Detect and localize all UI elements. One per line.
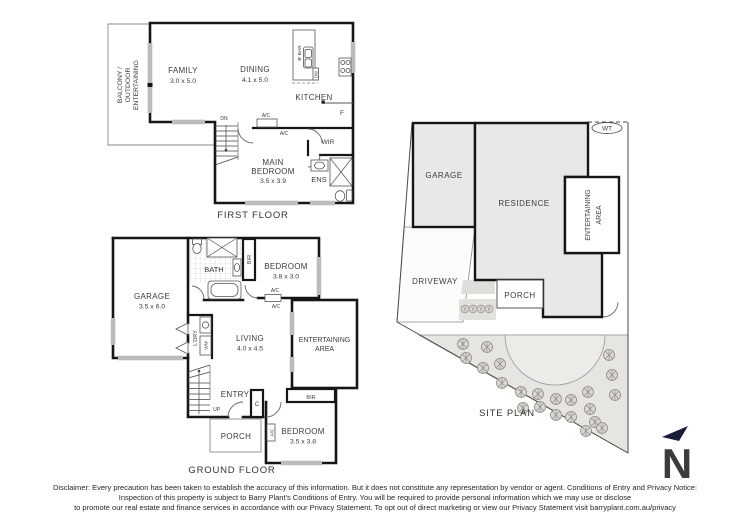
living-dims: 4.0 x 4.5	[236, 345, 264, 353]
dining-label: DINING	[240, 65, 270, 74]
site-entertaining	[565, 177, 619, 253]
shower-icon	[330, 158, 352, 186]
cupboard-label: C	[254, 402, 260, 408]
wir-label: WIR	[321, 139, 335, 146]
laundry-label: L'DRY	[193, 330, 199, 346]
garage-door	[118, 356, 183, 361]
site-entertaining-line2: AREA	[596, 205, 603, 225]
ground-floor-plan	[100, 228, 370, 480]
interior-walls	[253, 128, 353, 155]
ac-label-top: A/C	[261, 113, 271, 119]
site-plan-title: SITE PLAN	[479, 408, 535, 419]
ac-label-top: A/C	[270, 288, 280, 294]
stairs-dn-label: DN	[220, 116, 228, 122]
kitchen-label: KITCHEN	[295, 93, 333, 102]
water-tank-icon	[592, 123, 622, 134]
fridge-label: F	[340, 110, 344, 117]
laundry-door-leaf	[176, 342, 188, 354]
site-entertaining-line1: ENTERTAINING	[585, 189, 592, 241]
gate-arc	[603, 302, 618, 317]
main-bedroom-line2: BEDROOM	[251, 167, 295, 176]
family-label: FAMILY	[168, 66, 198, 75]
water-tank-label: WT	[601, 125, 613, 133]
path-trapezoid	[461, 280, 495, 294]
bath-label: BATH	[204, 265, 224, 274]
balcony-line2: OUTDOOR	[125, 67, 132, 103]
main-bedroom-line1: MAIN	[262, 158, 284, 167]
stairs-down-icon	[215, 122, 238, 165]
ac-label-bottom: A/C	[279, 131, 289, 137]
site-porch-label: PORCH	[504, 291, 536, 300]
ac-unit-icon	[265, 295, 281, 302]
bir-bottom-label: BIR	[306, 395, 316, 401]
wm-label: WM	[203, 341, 209, 350]
family-dims: 3.0 x 5.0	[169, 78, 197, 85]
north-label: N	[661, 440, 693, 487]
stairs-up-label: UP	[213, 407, 221, 413]
living-label: LIVING	[235, 334, 265, 343]
disclaimer-line2: Inspection of this property is subject to Barry Plant's Conditions of Entry. You will be required to provide personal information which we may use or disclose	[118, 493, 632, 502]
vanity-icon	[233, 259, 241, 276]
balcony-label	[117, 60, 140, 110]
balcony-line3: ENTERTAINING	[133, 60, 140, 110]
stairs-up-icon	[188, 365, 210, 414]
bedroom2-dims: 3.5 x 3.8	[289, 438, 317, 446]
vanity-icon	[311, 160, 328, 171]
site-garage-label: GARAGE	[425, 171, 463, 180]
ac-label-bottom: A/C	[271, 304, 281, 310]
site-plan	[390, 105, 645, 465]
entry-label: ENTRY	[220, 390, 250, 399]
shower-icon	[207, 238, 237, 257]
breakfast-bar-label: B' BAR	[298, 45, 303, 61]
first-floor-title: FIRST FLOOR	[217, 210, 289, 221]
balcony-line1: BALCONY /	[117, 66, 124, 104]
bedroom2-label: BEDROOM	[281, 427, 325, 436]
ens-label: ENS	[311, 175, 327, 184]
bedroom1-label: BEDROOM	[264, 262, 308, 271]
ground-floor-title: GROUND FLOOR	[188, 465, 276, 476]
entertaining-line2: AREA	[314, 346, 335, 353]
bir-top-label: BIR	[247, 254, 253, 265]
garage-dims: 3.5 x 6.0	[138, 303, 166, 311]
dishwasher-label: DW	[313, 71, 319, 78]
ac-unit-icon	[257, 119, 277, 127]
first-floor-plan	[100, 10, 365, 225]
site-residence-label: RESIDENCE	[498, 199, 550, 208]
entertaining-room	[292, 300, 357, 388]
disclaimer	[0, 483, 750, 513]
bathtub-icon	[208, 281, 241, 299]
north-arrow-icon	[662, 426, 688, 441]
dining-dims: 4.1 x 5.0	[241, 77, 269, 84]
toilet-icon	[193, 239, 202, 254]
main-bedroom-dims: 3.5 x 3.9	[259, 178, 287, 185]
bedroom1-dims: 3.8 x 3.0	[272, 273, 300, 281]
disclaimer-line1: Disclaimer: Every precaution has been taken to establish the accuracy of this information. But it does not constitute any representation by vendor or agent. Conditions of Entry and Privacy Notice:	[52, 483, 698, 492]
ac-side-label: A/C	[269, 428, 275, 437]
garage-label: GARAGE	[133, 292, 171, 301]
laundry-door-leaf	[176, 323, 188, 335]
toilet-icon	[335, 190, 352, 201]
disclaimer-line3: to promote our real estate and finance services in accordance with our Privacy Statement. To opt out of direct marketing or view our Privacy Statement visit barryplant.com.au/privacy	[74, 503, 676, 512]
site-driveway-label: DRIVEWAY	[412, 277, 458, 286]
porch-label: PORCH	[220, 432, 252, 441]
entertaining-line1: ENTERTAINING	[298, 337, 351, 344]
cooktop-icon	[339, 58, 351, 76]
north-arrow	[650, 418, 720, 488]
